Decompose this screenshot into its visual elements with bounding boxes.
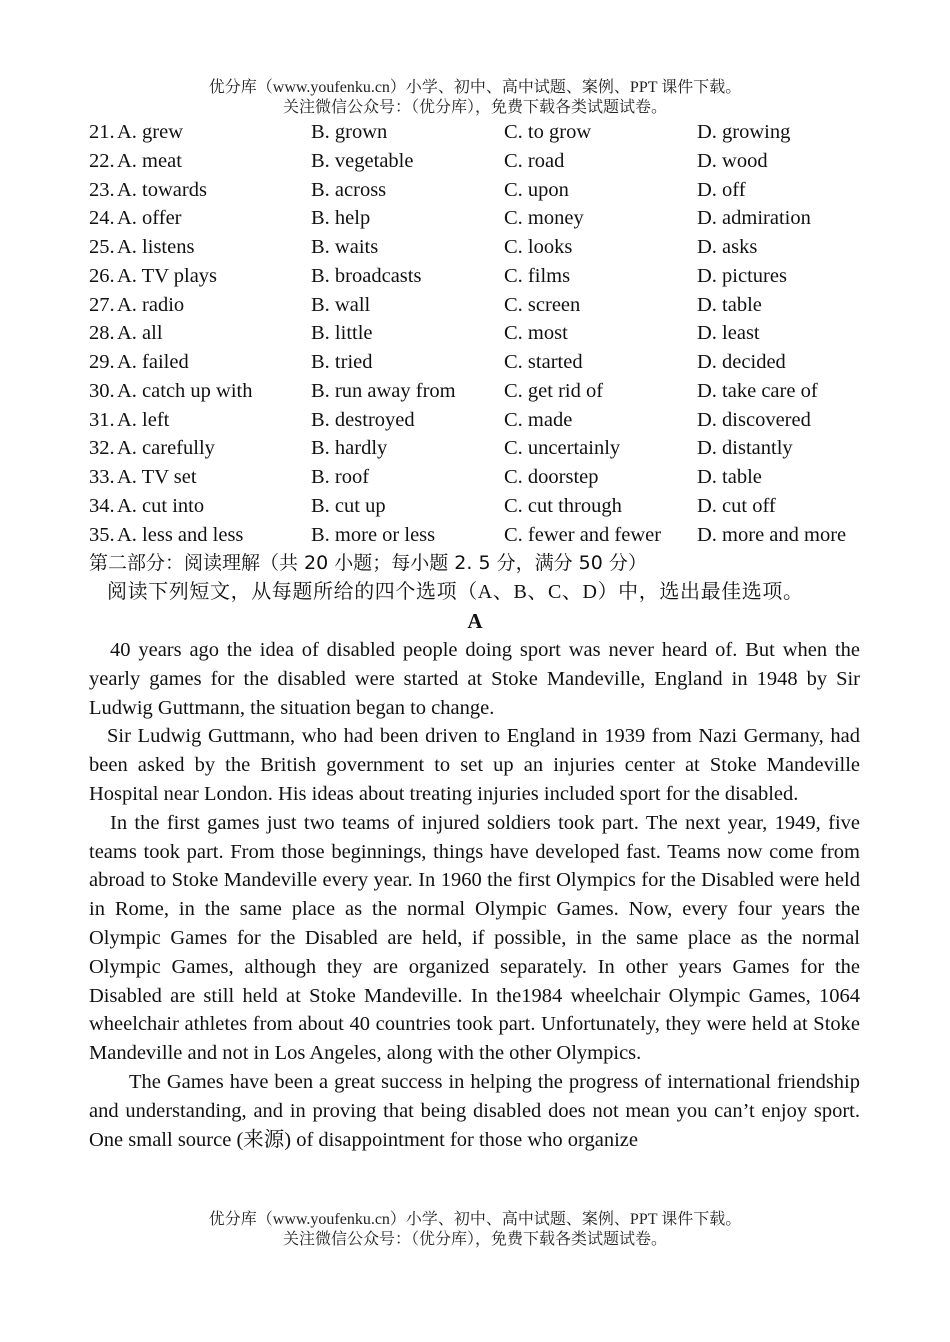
option-b: B. hardly bbox=[311, 437, 388, 460]
option-d: D. decided bbox=[697, 351, 786, 373]
option-a: A. cut into bbox=[117, 494, 205, 517]
header-line-1: 优分库（www.youfenku.cn）小学、初中、高中试题、案例、PPT 课件下载。 bbox=[208, 79, 742, 96]
question-number: 30. bbox=[89, 379, 115, 402]
option-d: D. asks bbox=[697, 236, 758, 258]
reading-passage bbox=[89, 636, 860, 1154]
option-a: A. towards bbox=[117, 178, 207, 201]
option-b: B. destroyed bbox=[311, 408, 415, 431]
question-number: 34. bbox=[89, 494, 115, 517]
option-c: C. doorstep bbox=[504, 466, 599, 488]
question-number: 25. bbox=[89, 236, 115, 258]
option-a: A. failed bbox=[117, 351, 189, 373]
option-c: C. screen bbox=[504, 293, 581, 316]
footer-line-1: 优分库（www.youfenku.cn）小学、初中、高中试题、案例、PPT 课件下载。 bbox=[208, 1211, 742, 1228]
option-c: C. fewer and fewer bbox=[504, 523, 662, 546]
option-a: A. catch up with bbox=[117, 379, 253, 402]
option-a: A. grew bbox=[117, 121, 184, 143]
option-b: B. tried bbox=[311, 351, 373, 373]
option-c: C. started bbox=[504, 351, 583, 373]
question-row bbox=[89, 291, 869, 320]
option-c: C. most bbox=[504, 322, 568, 345]
option-d: D. more and more bbox=[697, 523, 847, 546]
section-instructions: 阅读下列短文，从每题所给的四个选项（A、B、C、D）中，选出最佳选项。 bbox=[107, 581, 804, 603]
option-b: B. wall bbox=[311, 293, 371, 316]
question-row bbox=[89, 319, 869, 348]
question-row bbox=[89, 348, 869, 377]
option-a: A. radio bbox=[117, 293, 185, 316]
option-a: A. meat bbox=[117, 149, 182, 172]
option-b: B. vegetable bbox=[311, 149, 414, 172]
option-d: D. distantly bbox=[697, 437, 793, 460]
question-number: 32. bbox=[89, 437, 115, 460]
option-b: B. grown bbox=[311, 121, 388, 143]
question-number: 26. bbox=[89, 264, 115, 287]
option-c: C. looks bbox=[504, 236, 573, 258]
passage-paragraph: 40 years ago the idea of disabled people doing sport was never heard of. But when the yearly games for the disabled were started at Stoke Mandeville, England in 1948 by Sir Ludwig Guttmann, the situation began to change. bbox=[89, 639, 860, 719]
option-a: A. listens bbox=[117, 236, 195, 258]
option-c: C. road bbox=[504, 149, 565, 172]
passage-paragraph: The Games have been a great success in helping the progress of international friendship and understanding, and in proving that being disabled does not mean you can’t enjoy sport. One small source (来源) of disappointment for those who organize bbox=[89, 1070, 860, 1151]
question-row bbox=[89, 463, 869, 492]
option-b: B. across bbox=[311, 178, 387, 201]
question-number: 23. bbox=[89, 178, 115, 201]
option-b: B. cut up bbox=[311, 494, 386, 517]
question-number: 27. bbox=[89, 293, 115, 316]
question-row bbox=[89, 204, 869, 233]
option-d: D. wood bbox=[697, 149, 768, 172]
passage-label: A bbox=[467, 609, 483, 633]
option-c: C. cut through bbox=[504, 494, 622, 517]
page-header bbox=[0, 78, 950, 118]
question-row bbox=[89, 492, 869, 521]
question-number: 35. bbox=[89, 523, 115, 546]
question-row bbox=[89, 406, 869, 435]
option-a: A. TV set bbox=[117, 466, 197, 488]
option-b: B. help bbox=[311, 207, 371, 230]
option-b: B. little bbox=[311, 322, 373, 345]
option-d: D. table bbox=[697, 293, 762, 316]
option-b: B. run away from bbox=[311, 379, 456, 402]
option-a: A. offer bbox=[117, 207, 182, 230]
question-number: 28. bbox=[89, 322, 115, 345]
multiple-choice-list bbox=[89, 118, 869, 549]
passage-paragraph: In the first games just two teams of injured soldiers took part. The next year, 1949, five teams took part. From those beginnings, things have developed fast. Teams now come from abroad to Stoke Mandeville every year. In 1960 the first Olympics for the Disabled were held in Rome, in the same place as the normal Olympic Games. Now, every four years the Olympic Games for the Disabled are held, if possible, in the same place as the normal Olympic Games, although they are organized separately. In other years Games for the Disabled are still held at Stoke Mandeville. In the1984 wheelchair Olympic Games, 1064 wheelchair athletes from about 40 countries took part. Unfortunately, they were held at Stoke Mandeville and not in Los Angeles, along with the other Olympics. bbox=[89, 811, 860, 1065]
option-d: D. pictures bbox=[697, 264, 787, 287]
option-c: C. upon bbox=[504, 178, 569, 201]
passage-paragraph: Sir Ludwig Guttmann, who had been driven to England in 1939 from Nazi Germany, had been asked by the British government to set up an injuries center at Stoke Mandeville Hospital near London. His ideas about treating injuries included sport for the disabled. bbox=[89, 725, 860, 805]
question-number: 31. bbox=[89, 408, 115, 431]
question-row bbox=[89, 377, 869, 406]
question-row bbox=[89, 233, 869, 262]
question-number: 21. bbox=[89, 121, 115, 143]
question-number: 29. bbox=[89, 351, 115, 373]
question-row bbox=[89, 118, 869, 147]
option-c: C. films bbox=[504, 264, 571, 287]
question-number: 24. bbox=[89, 207, 115, 230]
option-b: B. roof bbox=[311, 466, 370, 488]
option-b: B. more or less bbox=[311, 523, 436, 546]
question-number: 33. bbox=[89, 466, 115, 488]
option-a: A. all bbox=[117, 322, 163, 345]
option-b: B. waits bbox=[311, 236, 379, 258]
option-d: D. cut off bbox=[697, 494, 776, 517]
page-footer bbox=[0, 1210, 950, 1250]
question-row bbox=[89, 521, 869, 550]
section-title: 第二部分：阅读理解（共 20 小题；每小题 2. 5 分，满分 50 分） bbox=[89, 552, 647, 574]
question-row bbox=[89, 176, 869, 205]
option-d: D. table bbox=[697, 466, 762, 488]
question-row bbox=[89, 147, 869, 176]
option-a: A. less and less bbox=[117, 523, 244, 546]
option-d: D. growing bbox=[697, 121, 791, 143]
option-a: A. left bbox=[117, 408, 170, 431]
option-b: B. broadcasts bbox=[311, 264, 422, 287]
footer-line-2: 关注微信公众号：（优分库），免费下载各类试题试卷。 bbox=[282, 1231, 667, 1248]
option-c: C. get rid of bbox=[504, 379, 604, 402]
question-row bbox=[89, 262, 869, 291]
option-d: D. discovered bbox=[697, 408, 811, 431]
option-c: C. made bbox=[504, 408, 573, 431]
option-c: C. uncertainly bbox=[504, 437, 621, 460]
header-line-2: 关注微信公众号：（优分库），免费下载各类试题试卷。 bbox=[282, 99, 667, 116]
question-row bbox=[89, 434, 869, 463]
option-a: A. TV plays bbox=[117, 264, 218, 287]
option-a: A. carefully bbox=[117, 437, 215, 460]
option-d: D. take care of bbox=[697, 379, 818, 402]
option-c: C. money bbox=[504, 207, 584, 230]
question-number: 22. bbox=[89, 149, 115, 172]
option-d: D. admiration bbox=[697, 207, 811, 230]
option-d: D. off bbox=[697, 178, 746, 201]
option-c: C. to grow bbox=[504, 121, 592, 143]
option-d: D. least bbox=[697, 322, 760, 345]
